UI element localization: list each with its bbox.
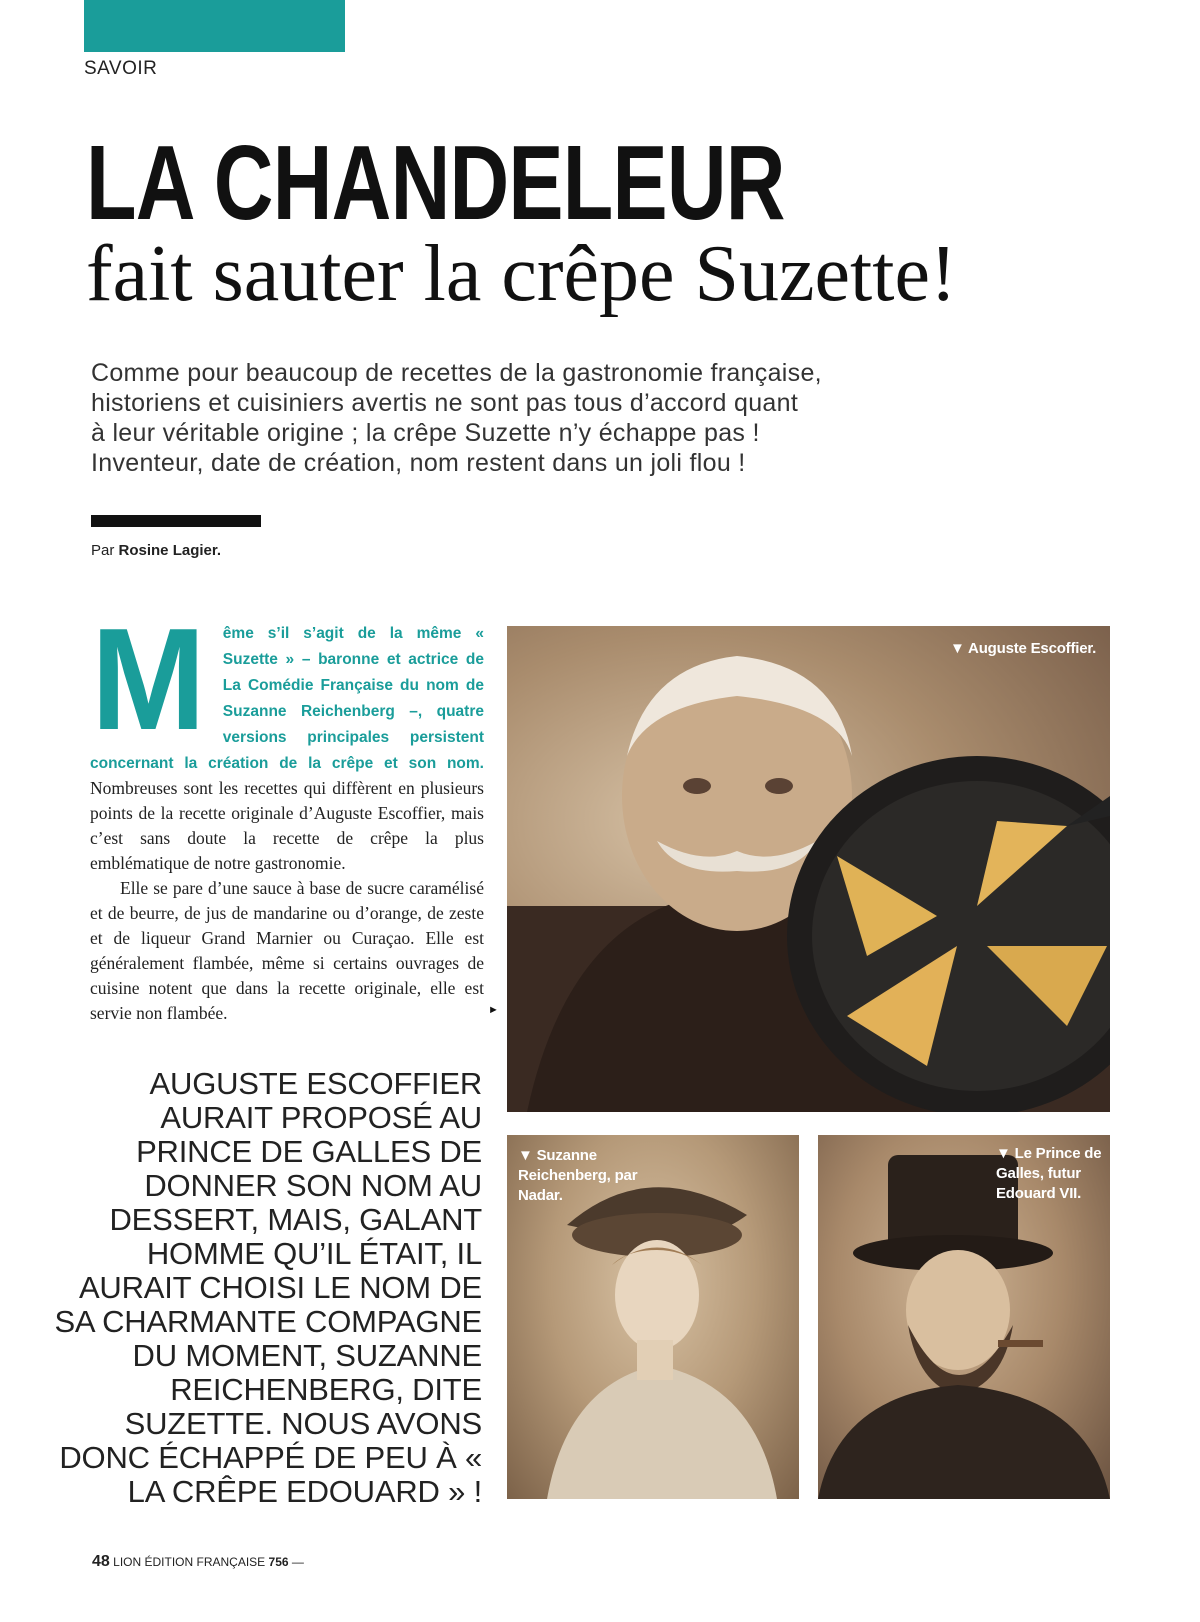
prince-caption: ▼ Le Prince de Galles, futur Edouard VII. [996, 1145, 1102, 1202]
section-color-tab [84, 0, 345, 52]
section-label: SAVOIR [84, 58, 158, 79]
byline-prefix: Par [91, 542, 115, 559]
pull-quote: AUGUSTE ESCOFFIER AURAIT PROPOSÉ AU PRINCE DE GALLES DE DONNER SON NOM AU DESSERT, MAIS, GALANT HOMME QU’IL ÉTAIT, IL AURAIT CHOISI LE NOM DE SA CHARMANTE COMPAGNE DU MOMENT, SUZANNE REICHENBERG, DITE SUZETTE. NOUS AVONS DONC ÉCHAPPÉ DE PEU À « LA CRÊPE EDOUARD » ! [54, 1066, 482, 1509]
article-subtitle: fait sauter la crêpe Suzette! [86, 230, 957, 318]
suzanne-caption: ▼ Suzanne Reichenberg, par Nadar. [518, 1147, 638, 1204]
drop-cap: M [91, 598, 206, 760]
article-text: Nombreuses sont les recettes qui diffèrent en plusieurs points de la recette originale d’Auguste Escoffier, mais c’est sans doute la recette de crêpe la plus emblématique de notre gastronomie. [90, 778, 484, 873]
lead-line: Inventeur, date de création, nom restent dans un joli flou ! [91, 449, 746, 477]
article-intro: ême s’il s’agit de la même « Suzette » – baronne et actrice de La Comédie Française du nom de Suzanne Reichenberg –, quatre versions principales persistent concernant la création de la crêpe et son nom. [90, 625, 484, 772]
magazine-name: LION ÉDITION FRANÇAISE [113, 1555, 266, 1569]
prince-photo [818, 1135, 1110, 1499]
escoffier-photo [507, 626, 1110, 1112]
page-footer [92, 1553, 304, 1571]
lead-line: à leur véritable origine ; la crêpe Suzette n’y échappe pas ! [91, 419, 760, 447]
escoffier-caption: ▼ Auguste Escoffier. [950, 640, 1097, 657]
page-number: 48 [92, 1553, 110, 1570]
byline [91, 542, 221, 559]
lead-line: Comme pour beaucoup de recettes de la gastronomie française, [91, 359, 822, 387]
article-title: LA CHANDELEUR [86, 124, 785, 242]
lead-line: historiens et cuisiniers avertis ne sont pas tous d’accord quant [91, 389, 799, 417]
article-paragraph [90, 598, 484, 876]
article-body [90, 598, 484, 1044]
suzanne-photo [507, 1135, 799, 1499]
escoffier-illustration [507, 626, 1110, 1112]
byline-rule [91, 515, 261, 527]
byline-author: Rosine Lagier. [118, 542, 222, 559]
continue-arrow-icon: ► [488, 1004, 499, 1016]
article-paragraph: Elle se pare d’une sauce à base de sucre caramélisé et de beurre, de jus de mandarine ou d’orange, de zeste et de liqueur Grand Marnier ou Curaçao. Elle est généralement flambée, même si certains ouvrages de cuisine notent que dans la recette originale, elle est servie non flambée. [90, 878, 484, 1023]
footer-dash: — [291, 1555, 304, 1569]
lead-paragraph [91, 358, 911, 478]
issue-number: 756 [268, 1555, 289, 1569]
